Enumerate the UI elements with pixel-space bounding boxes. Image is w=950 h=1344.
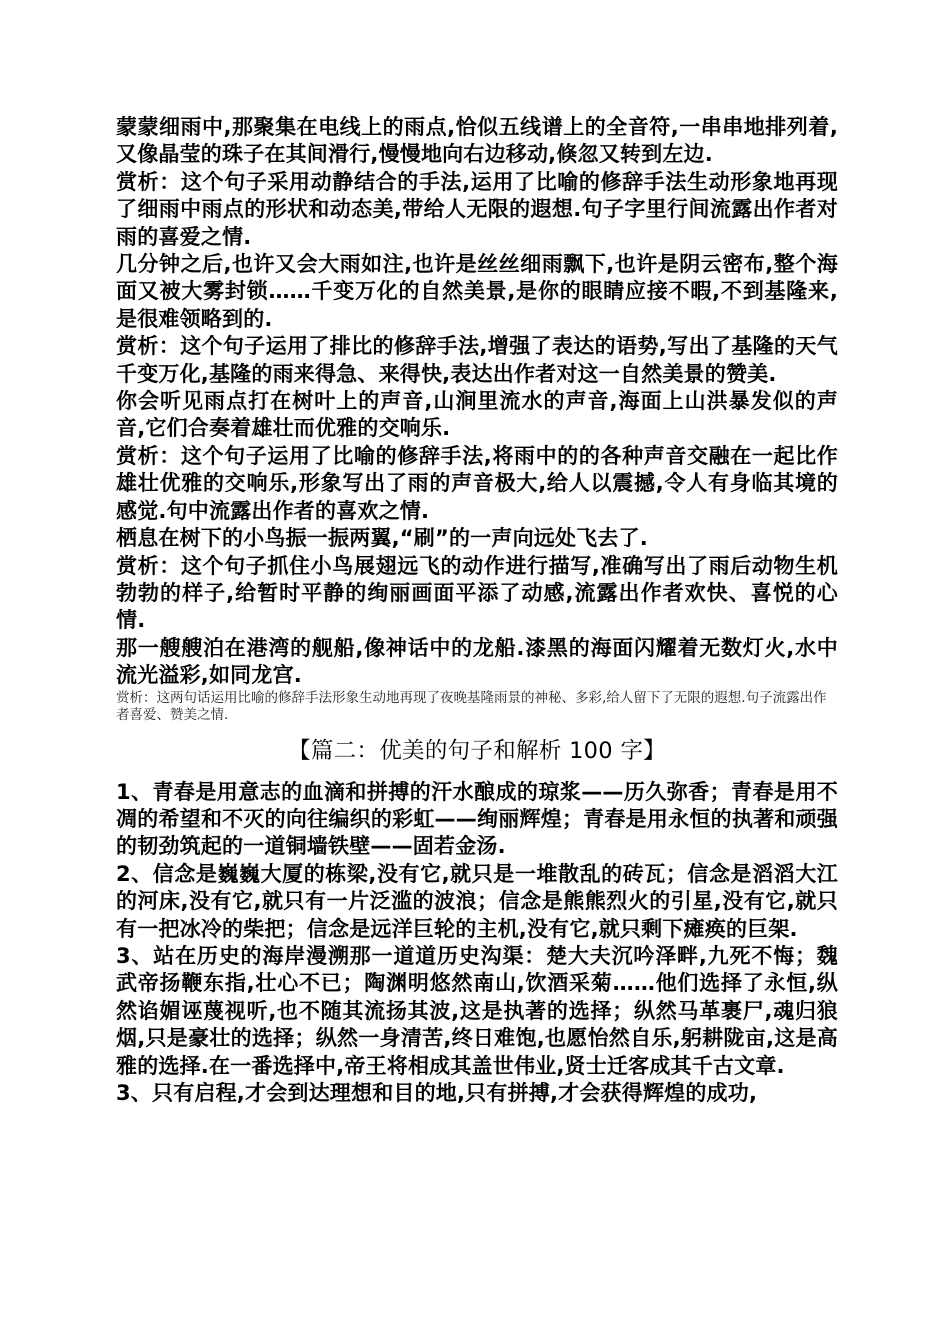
list-item: 3、站在历史的海岸漫溯那一道道历史沟渠：楚大夫沉吟泽畔,九死不悔；魏武帝扬鞭东指,壮心不已；陶渊明悠然南山,饮酒采菊……他们选择了永恒,纵然谄媚诬蔑视听,也不随其流扬其波,这是执著的选择；纵然马革裹尸,魂归狼烟,只是豪壮的选择；纵然一身清苦,终日难饱,也愿怡然自乐,躬耕陇亩,这是高雅的选择.在一番选择中,帝王将相成其盖世伟业,贤士迁客成其千古文章. — [116, 943, 838, 1078]
document-page — [116, 114, 838, 1107]
paragraph-ships: 那一艘艘泊在港湾的舰船,像神话中的龙船.漆黑的海面闪耀着无数灯火,水中流光溢彩,如同龙宫. — [116, 635, 838, 688]
paragraph-rain-dots: 蒙蒙细雨中,那聚集在电线上的雨点,恰似五线谱上的全音符,一串串地排列着,又像晶莹的珠子在其间滑行,慢慢地向右边移动,倏忽又转到左边. — [116, 115, 838, 167]
analysis-note-small: 赏析：这两句话运用比喻的修辞手法形象生动地再现了夜晚基隆雨景的神秘、多彩,给人留下了无限的遐想.句子流露出作者喜爱、赞美之情. — [116, 689, 827, 724]
section-heading: 【篇二：优美的句子和解析 100 字】 — [288, 737, 666, 764]
analysis-paragraph: 赏析：这个句子运用了排比的修辞手法,增强了表达的语势,写出了基隆的天气千变万化,基隆的雨来得急、来得快,表达出作者对这一自然美景的赞美. — [116, 334, 838, 386]
analysis-paragraph: 赏析：这个句子抓住小鸟展翅远飞的动作进行描写,准确写出了雨后动物生机勃勃的样子,给暂时平静的绚丽画面平添了动感,流露出作者欢快、喜悦的心情. — [116, 553, 838, 633]
paragraph-bird: 栖息在树下的小鸟振一振两翼,“刷”的一声向远处飞去了. — [116, 526, 648, 551]
paragraph-rain-sounds: 你会听见雨点打在树叶上的声音,山涧里流水的声音,海面上山洪暴发似的声音,它们合奏着雄壮而优雅的交响乐. — [116, 389, 838, 441]
analysis-paragraph: 赏析：这个句子采用动静结合的手法,运用了比喻的修辞手法生动形象地再现了细雨中雨点的形状和动态美,带给人无限的遐想.句子字里行间流露出作者对雨的喜爱之情. — [116, 169, 838, 249]
list-item: 3、只有启程,才会到达理想和目的地,只有拼搏,才会获得辉煌的成功, — [116, 1081, 758, 1105]
analysis-paragraph: 赏析：这个句子运用了比喻的修辞手法,将雨中的的各种声音交融在一起比作雄壮优雅的交响乐,形象写出了雨的声音极大,给人以震撼,令人有身临其境的感觉.句中流露出作者的喜欢之情. — [116, 443, 838, 523]
list-item: 1、青春是用意志的血滴和拼搏的汗水酿成的琼浆——历久弥香；青春是用不凋的希望和不灭的向往编织的彩虹——绚丽辉煌；青春是用永恒的执著和顽强的韧劲筑起的一道铜墙铁壁——固若金汤. — [116, 779, 838, 859]
list-item: 2、信念是巍巍大厦的栋梁,没有它,就只是一堆散乱的砖瓦；信念是滔滔大江的河床,没有它,就只有一片泛滥的波浪；信念是熊熊烈火的引星,没有它,就只有一把冰冷的柴把；信念是远洋巨轮的主机,没有它,就只剩下瘫痪的巨架. — [116, 861, 838, 941]
paragraph-changing-weather: 几分钟之后,也许又会大雨如注,也许是丝丝细雨飘下,也许是阴云密布,整个海面又被大雾封锁……千变万化的自然美景,是你的眼睛应接不暇,不到基隆来,是很难领略到的. — [116, 252, 838, 331]
